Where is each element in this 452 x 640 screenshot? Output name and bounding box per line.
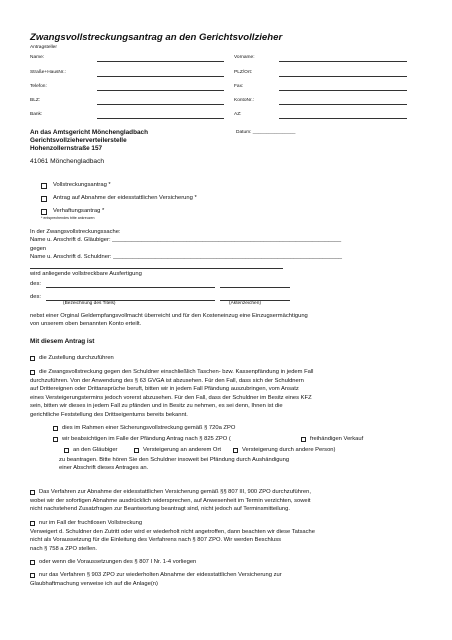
reference-field-1[interactable] <box>220 287 290 288</box>
mit-heading: Mit diesem Antrag ist <box>30 338 95 345</box>
des-label-2: des: <box>30 294 41 300</box>
court-line1: An das Amtsgericht Mönchengladbach <box>30 129 149 136</box>
date-field[interactable]: Datum: ________________ <box>236 130 296 135</box>
zustellung-label: die Zustellung durchzuführen <box>39 355 114 361</box>
903-zpo-text: nur das Verfahren § 903 ZPO zur wiederholten Abnahme der eidesstattlichen Versicherung zur Glaubhaftmachung verweise ich auf die Anlage(n) <box>30 572 282 587</box>
power-of-attorney-note-1: nebst einer Orginal Geldempfangsvollmacht überreicht und für den Kosteneinzug eine Einzugsermächtigung <box>30 313 308 319</box>
az-field[interactable] <box>279 118 407 119</box>
firstname-label: Vorname: <box>234 55 255 60</box>
footnote: * entsprechendes bitte ankreuzen <box>41 216 95 220</box>
glaeubiger-checkbox[interactable] <box>64 448 69 453</box>
fruchtlos-checkbox[interactable] <box>30 521 35 526</box>
case-intro: In der Zwangsvollstreckungssache: <box>30 229 121 235</box>
freihaendig-label: freihändigen Verkauf <box>310 436 364 442</box>
street-field[interactable] <box>97 76 224 77</box>
zwangsvollstreckung-text: die Zwangsvollstreckung gegen den Schuldner einschließlich Taschen- bzw. Kassenpfändung in jedem Fall durchzuführen. Von der Anwendung des § 63 GVGA ist abzusehen. Für den Fall, dass sich der Schuldnern auf Drittereignen oder Drittansprüche beruft, bitten wir in jedem Fall Pfändung auszubringen, vom Ansatz eines Versteigerungstermins jedoch vorerst abzusehen. Für den Fall, dass der Schuldner im Besitz eines KFZ sein, bitten wir dieses in jedem Fall zu pfänden und in Besitz zu nehmen, es sei denn, Ihnen ist die gerichtliche Feststellung des Drittseigentums bereits bekannt. <box>30 369 314 418</box>
freihaendig-checkbox[interactable] <box>301 437 306 442</box>
825-zpo-label: wir beabsichtigen im Falle der Pfändung Antrag nach § 825 ZPO ( <box>62 436 231 442</box>
name-label: Name: <box>30 55 45 60</box>
glaeubiger-label: an den Gläubiger <box>73 447 118 453</box>
account-label: KontoNr.: <box>234 98 254 103</box>
account-field[interactable] <box>279 104 407 105</box>
phone-label: Telefon: <box>30 84 47 89</box>
name-field[interactable] <box>97 61 224 62</box>
debtor-field[interactable]: Name u. Anschrift d. Schuldner: _______________________________________________________________________ <box>30 254 343 260</box>
form-title: Zwangsvollstreckungsantrag an den Gerichtsvollzieher <box>30 32 283 43</box>
verhaftungsantrag-label: Verhaftungsantrag * <box>53 208 105 214</box>
vollstreckungsantrag-checkbox[interactable] <box>41 183 47 189</box>
attached-label: wird anliegende vollstreckbare Ausfertigung <box>30 271 142 277</box>
fruchtlos-text: nur im Fall der fruchtlosen Vollstreckung Verweigert d. Schuldner den Zutritt oder wird er wiederholt nicht angetroffen, dann beachten wir diese Tatsache nicht als Voraussetzung für die Einleitung des Verfahrens nach § 807 ZPO. Wir werden Beschluss nach § 758 a ZPO stellen. <box>30 520 315 552</box>
eidesstattliche-versicherung-checkbox[interactable] <box>41 196 47 202</box>
applicant-heading: Antragsteller <box>30 45 57 50</box>
zip-city-field[interactable] <box>279 76 407 77</box>
reference-caption: (Aktenzeichen) <box>229 301 261 306</box>
vollstreckungsantrag-label: Vollstreckungsantrag * <box>53 182 111 188</box>
anderer-ort-checkbox[interactable] <box>134 448 139 453</box>
firstname-field[interactable] <box>279 61 407 62</box>
zip-city-label: PLZ/Ort: <box>234 70 253 75</box>
zwangsvollstreckung-checkbox[interactable] <box>30 370 35 375</box>
eidesstattlich-verfahren-text: Das Verfahren zur Abnahme der eidesstattlichen Versicherung gemäß §§ 807 III, 900 ZPO durchzuführen, wobei wir der sofortigen Abnahme ausdrücklich widersprechen, auf Anwesenheit im Termin verzichten, soweit nicht nachstehend Zusatzfragen zur Beantwortung beantragt sind, nicht jedoch auf Terminsmitteilung. <box>30 489 311 513</box>
blz-label: BLZ: <box>30 98 41 103</box>
zustellung-checkbox[interactable] <box>30 356 35 361</box>
anhoerung-text-2: einer Abschrift dieses Antrages an. <box>59 465 149 471</box>
anderer-ort-label: Versteigerung an anderem Ort <box>143 447 221 453</box>
fax-field[interactable] <box>279 90 407 91</box>
fax-label: Fax: <box>234 84 244 89</box>
blz-field[interactable] <box>97 104 224 105</box>
creditor-field[interactable]: Name u. Anschrift d. Gläubiger: _______________________________________________________________________ <box>30 237 342 243</box>
phone-field[interactable] <box>97 90 224 91</box>
bank-field[interactable] <box>97 118 224 119</box>
title-caption: (Bezeichnung des Titels) <box>63 301 116 306</box>
andere-person-label: Versteigerung durch andere Person) <box>242 447 336 453</box>
eidesstattliche-versicherung-label: Antrag auf Abnahme der eidesstattlichen Versicherung * <box>53 195 197 201</box>
sicherungsvollstreckung-label: dies im Rahmen einer Sicherungsvollstreckung gemäß § 720a ZPO <box>62 425 236 431</box>
az-label: AZ: <box>234 112 242 117</box>
807-voraussetzungen-checkbox[interactable] <box>30 560 35 565</box>
903-zpo-checkbox[interactable] <box>30 573 35 578</box>
debtor-extra-line[interactable] <box>30 268 283 269</box>
des-label-1: des: <box>30 281 41 287</box>
eidesstattlich-verfahren-checkbox[interactable] <box>30 490 35 495</box>
versus-label: gegen <box>30 246 47 252</box>
verhaftungsantrag-checkbox[interactable] <box>41 209 47 215</box>
bank-label: Bank: <box>30 112 43 117</box>
anhoerung-text-1: zu beantragen. Bitte hören Sie den Schuldner insoweit bei Pfändung durch Aushändigung <box>59 457 290 463</box>
andere-person-checkbox[interactable] <box>233 448 238 453</box>
court-line2: Gerichtsvollzieherverteilerstelle <box>30 137 127 144</box>
807-voraussetzungen-label: oder wenn die Voraussetzungen des § 807 I Nr. 1-4 vorliegen <box>39 559 197 565</box>
power-of-attorney-note-2: von unserem oben benannten Konto erteilt. <box>30 321 142 327</box>
court-city: 41061 Mönchengladbach <box>30 158 105 165</box>
street-label: Straße+HausNr.: <box>30 70 66 75</box>
sicherungsvollstreckung-checkbox[interactable] <box>53 426 58 431</box>
title-field-1[interactable] <box>46 287 215 288</box>
825-zpo-checkbox[interactable] <box>53 437 58 442</box>
court-line3: Hohenzollernstraße 157 <box>30 145 103 152</box>
